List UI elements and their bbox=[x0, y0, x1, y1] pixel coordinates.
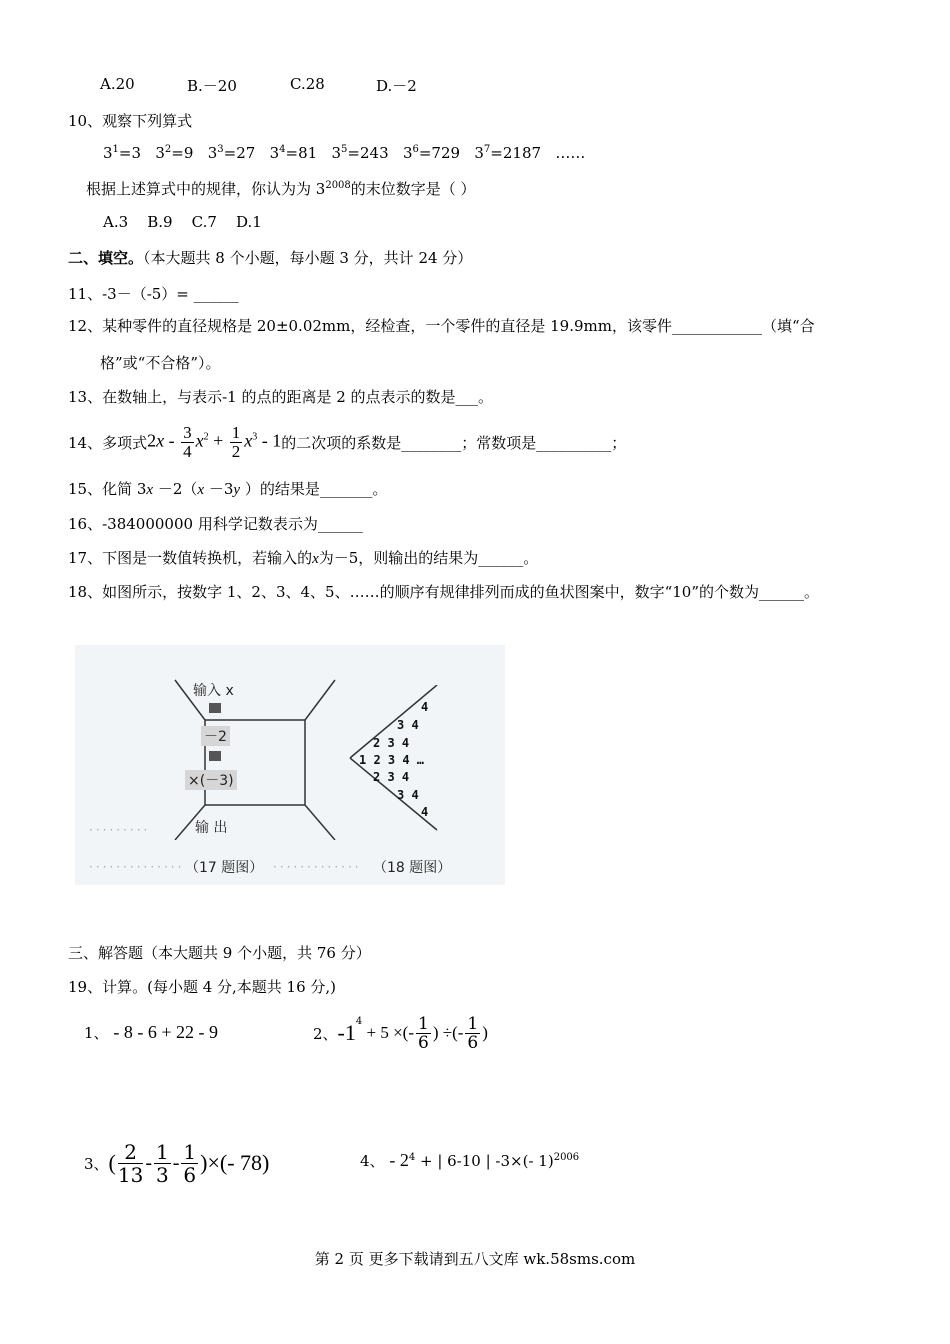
arrow-down-icon bbox=[209, 703, 221, 713]
figure17-caption: （17 题图） bbox=[185, 860, 264, 876]
arrow-down-icon bbox=[209, 751, 221, 761]
figure-area bbox=[75, 645, 505, 885]
dotted-leader: ············· bbox=[273, 860, 362, 874]
converter-output-label: 输 出 bbox=[195, 820, 228, 836]
q15: 15、化简 3x －2（x －3y ）的结果是_______。 bbox=[68, 480, 388, 498]
fish-row-6: 3 4 bbox=[397, 788, 419, 802]
q13: 13、在数轴上，与表示-1 的点的距离是 2 的点表示的数是___。 bbox=[68, 388, 494, 406]
q16: 16、-384000000 用科学记数表示为______ bbox=[68, 515, 363, 533]
q9-option-a: A.20 bbox=[100, 75, 135, 93]
dotted-leader: ········· bbox=[89, 823, 151, 837]
calc-4: 4、 - $2^4$ + | 6-10 | -3×(- 1)$^{2006}$ bbox=[360, 1150, 580, 1170]
q19: 19、计算。(每小题 4 分,本题共 16 分,) bbox=[68, 978, 337, 996]
q10-question: 根据上述算式中的规律，你认为为 $3^{2008}$的末位数字是（ ） bbox=[86, 180, 476, 198]
section2-heading: 二、填空。（本大题共 8 个小题，每小题 3 分，共计 24 分） bbox=[68, 249, 473, 267]
q14-polynomial: 2x - $\frac{3}{4}$ $x^2$ + $\frac{1}{2}$ $x^3 - 1$ bbox=[147, 422, 282, 461]
fish-row-5: 2 3 4 bbox=[373, 770, 410, 784]
q12-line1: 12、某种零件的直径规格是 20±0.02mm，经检查，一个零件的直径是 19.9mm，该零件____________（填“合 bbox=[68, 317, 815, 335]
fish-row-7: 4 bbox=[421, 805, 429, 819]
fish-row-2: 3 4 bbox=[397, 718, 419, 732]
fish-row-1: 4 bbox=[421, 700, 429, 714]
section3-heading: 三、解答题（本大题共 9 个小题，共 76 分） bbox=[68, 944, 371, 962]
dotted-leader: ·············· bbox=[89, 860, 185, 874]
q10-title: 10、观察下列算式 bbox=[68, 112, 193, 130]
q9-option-c: C.28 bbox=[290, 75, 325, 93]
calc-1: 1、 - 8 - 6 + 22 - 9 bbox=[84, 1022, 218, 1042]
q9-option-b: B.－20 bbox=[187, 77, 237, 95]
q12-line2: 格”或“不合格”）。 bbox=[100, 354, 221, 372]
q10-powers: $3^1=3$ $3^2=9$ $3^3=27$ $3^4=81$ $3^5=243$ $3^6=729$ $3^7=2187$ …… bbox=[103, 144, 586, 162]
q9-option-d: D.－2 bbox=[376, 77, 417, 95]
converter-input-label: 输入 x bbox=[193, 683, 234, 699]
page-footer: 第 2 页 更多下载请到五八文库 wk.58sms.com bbox=[314, 1250, 636, 1268]
q14: 14、多项式 2x - $\frac{3}{4}$ $x^2$ + $\frac{1}{2}$ $x^3 - 1$ 的二次项的系数是________；常数项是__________； bbox=[68, 422, 627, 461]
q11: 11、-3－（-5）= ______ bbox=[68, 285, 239, 303]
converter-step-times-neg3: ×(－3) bbox=[185, 770, 237, 790]
q17: 17、下图是一数值转换机，若输入的x为－5，则输出的结果为______。 bbox=[68, 549, 539, 567]
calc-3: 3、 ( $\frac{2}{13}$ - $\frac{1}{3}$ - $\frac{1}{6}$ )×(- 78) bbox=[84, 1139, 270, 1187]
q10-options: A.3 B.9 C.7 D.1 bbox=[103, 213, 262, 231]
calc-2: 2、 -1 $^4$ + 5 ×(- $\frac{1}{6}$ ) ÷(- $\frac{1}{6}$ ) bbox=[313, 1013, 488, 1053]
converter-step-minus2: －2 bbox=[201, 726, 230, 746]
fish-row-3: 2 3 4 bbox=[373, 736, 410, 750]
q18: 18、如图所示，按数字 1、2、3、4、5、……的顺序有规律排列而成的鱼状图案中，数字“10”的个数为______。 bbox=[68, 583, 820, 601]
figure18-caption: （18 题图） bbox=[373, 860, 452, 876]
fish-row-4: 1 2 3 4 … bbox=[359, 753, 425, 767]
